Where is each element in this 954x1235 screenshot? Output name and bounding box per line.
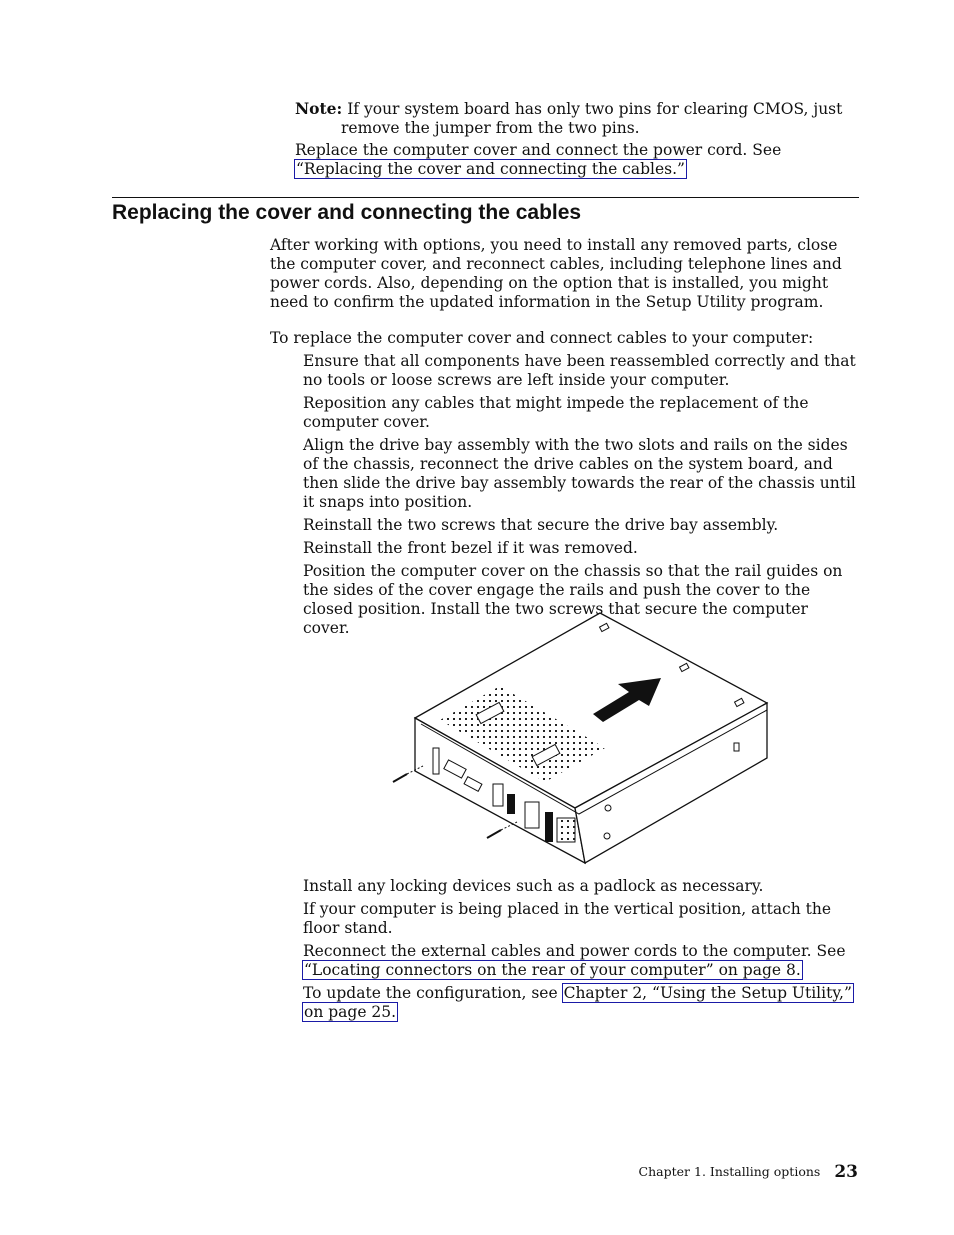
page-footer [639, 1162, 858, 1182]
step-4: Reinstall the two screws that secure the drive bay assembly. [303, 516, 779, 534]
screw-icon [487, 822, 517, 838]
step-9-text: Reconnect the external cables and power cords to the computer. See [303, 942, 846, 960]
locating-connectors-link[interactable]: “Locating connectors on the rear of your computer” on page 8. [304, 961, 801, 979]
replace-paragraph-text: Replace the computer cover and connect the power cord. See [295, 141, 782, 159]
footer-chapter: Chapter 1. Installing options [638, 1164, 821, 1179]
steps-lead [270, 329, 854, 348]
step-2: Reposition any cables that might impede the replacement of the computer cover. [303, 394, 809, 431]
step-8: If your computer is being placed in the vertical position, attach the floor stand. [303, 900, 832, 937]
step-9 [303, 942, 859, 980]
step-3: Align the drive bay assembly with the two slots and rails on the sides of the chassis, reconnect the drive cables on the system board, and then slide the drive bay assembly towards the rear of the chassis until it snaps into position. [303, 436, 856, 511]
section-heading: Replacing the cover and connecting the cables [112, 201, 582, 224]
screw-icon [393, 766, 423, 782]
steps-list-before-figure [303, 352, 859, 642]
step-6: Position the computer cover on the chassis so that the rail guides on the sides of the cover engage the rails and push the cover to the closed position. Install the two screws that secure the computer cover. [303, 562, 843, 637]
note [295, 99, 855, 138]
section-intro-text: After working with options, you need to install any removed parts, close the computer cover, and reconnect cables, including telephone lines and power cords. Also, depending on the option that is installed, you might need to confirm the updated information in the Setup Utility program. [270, 236, 842, 311]
step-1: Ensure that all components have been reassembled correctly and that no tools or loose screws are left inside your computer. [303, 352, 856, 389]
setup-utility-link[interactable]: Chapter 2, “Using the Setup Utility,” on page 25. [304, 984, 852, 1021]
step-7: Install any locking devices such as a padlock as necessary. [303, 877, 764, 895]
step-10 [303, 984, 859, 1022]
steps-lead-text: To replace the computer cover and connect cables to your computer: [270, 329, 814, 347]
section-rule [112, 197, 859, 198]
page-number: 23 [834, 1162, 858, 1182]
note-text: If your system board has only two pins for clearing CMOS, just remove the jumper from the two pins. [341, 100, 843, 137]
step-5: Reinstall the front bezel if it was removed. [303, 539, 638, 557]
computer-cover-illustration [385, 608, 775, 868]
replacing-cover-link[interactable]: “Replacing the cover and connecting the cables.” [296, 160, 685, 178]
step-10-text: To update the configuration, see [303, 984, 563, 1002]
replace-paragraph [295, 141, 840, 179]
section-intro [270, 236, 854, 312]
steps-list-after-figure [303, 877, 859, 1026]
note-label: Note: [295, 99, 343, 118]
